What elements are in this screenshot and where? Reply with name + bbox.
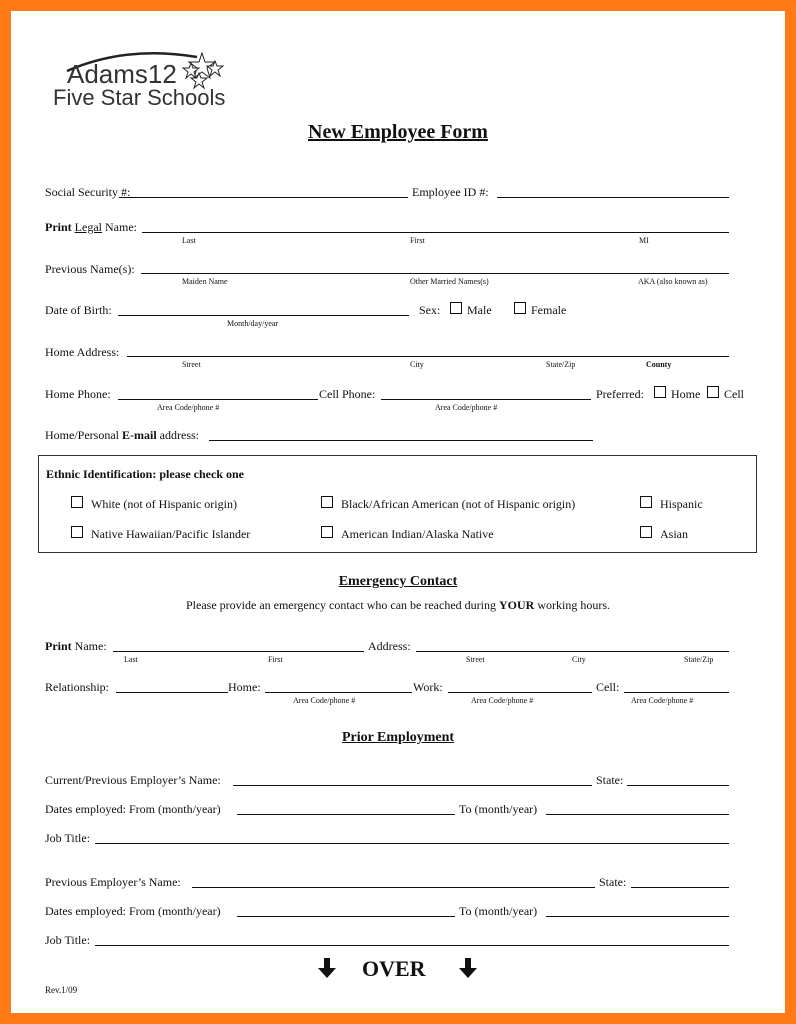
- ssn-label: Social Security #:: [45, 185, 131, 199]
- emergency-name-word: Name:: [74, 639, 107, 653]
- name-word: Name:: [105, 220, 137, 234]
- ethnic-asian-checkbox[interactable]: [640, 526, 652, 538]
- emergency-address-label: Address:: [368, 639, 411, 653]
- home-phone-hint: Area Code/phone #: [157, 403, 220, 412]
- emergency-note-a: Please provide an emergency contact who can be reached during: [186, 598, 499, 612]
- dob-hint: Month/day/year: [227, 319, 279, 328]
- preferred-home-label: Home: [671, 387, 701, 401]
- emergency-name-hint-last: Last: [124, 655, 138, 664]
- sex-male-label: Male: [467, 303, 492, 317]
- ethnic-hispanic-checkbox[interactable]: [640, 496, 652, 508]
- emergency-print-word: Print: [45, 639, 72, 653]
- ethnic-section: [38, 455, 757, 553]
- ethnic-american-indian-checkbox[interactable]: [321, 526, 333, 538]
- previous-job-title-field[interactable]: [95, 945, 729, 946]
- previous-employer-label: Previous Employer’s Name:: [45, 875, 181, 889]
- home-phone-field[interactable]: [118, 399, 318, 400]
- relationship-label: Relationship:: [45, 680, 109, 694]
- previous-state-label: State:: [599, 875, 627, 889]
- current-employer-label: Current/Previous Employer’s Name:: [45, 773, 221, 787]
- ethnic-hispanic-label: Hispanic: [660, 497, 703, 511]
- emergency-note: [11, 598, 785, 612]
- previous-job-title-label: Job Title:: [45, 933, 91, 947]
- emergency-addr-hint-city: City: [572, 655, 586, 664]
- emergency-name-hint-first: First: [268, 655, 283, 664]
- ethnic-american-indian-label: American Indian/Alaska Native: [341, 527, 494, 541]
- ethnic-title: Ethnic Identification: please check one: [46, 467, 244, 481]
- legal-name-field[interactable]: [142, 232, 729, 233]
- preferred-home-checkbox[interactable]: [654, 386, 666, 398]
- logo-brand: Adams12: [67, 59, 177, 89]
- email-bold: E-mail: [122, 428, 157, 442]
- form-page: [11, 11, 785, 1013]
- page-title: New Employee Form: [308, 121, 488, 143]
- sex-female-label: Female: [531, 303, 567, 317]
- ethnic-black-checkbox[interactable]: [321, 496, 333, 508]
- previous-employer-field[interactable]: [192, 887, 595, 888]
- email-field[interactable]: [209, 440, 593, 441]
- ethnic-hawaiian-label: Native Hawaiian/Pacific Islander: [91, 527, 251, 541]
- dob-field[interactable]: [118, 315, 409, 316]
- emergency-name-label: [45, 639, 107, 653]
- email-suffix: address:: [156, 428, 199, 442]
- arrow-down-left-icon: [316, 956, 338, 980]
- current-to-label: To (month/year): [459, 802, 538, 816]
- current-employer-field[interactable]: [233, 785, 592, 786]
- emergency-note-b: working hours.: [534, 598, 610, 612]
- emergency-note-bold: YOUR: [498, 598, 535, 612]
- cell-phone-label: Cell Phone:: [319, 387, 376, 401]
- emergency-home-label: Home:: [228, 680, 261, 694]
- home-address-hint-state: State/Zip: [546, 360, 576, 369]
- emergency-home-hint: Area Code/phone #: [293, 696, 356, 705]
- home-address-field[interactable]: [127, 356, 729, 357]
- email-prefix: Home/Personal: [45, 428, 122, 442]
- relationship-field[interactable]: [116, 692, 228, 693]
- logo-subtitle: Five Star Schools: [53, 85, 226, 110]
- email-label: [45, 428, 199, 442]
- employee-id-field[interactable]: [497, 197, 729, 198]
- emergency-cell-label: Cell:: [596, 680, 620, 694]
- home-phone-label: Home Phone:: [45, 387, 111, 401]
- ethnic-white-checkbox[interactable]: [71, 496, 83, 508]
- ethnic-black-label: Black/African American (not of Hispanic origin): [341, 497, 576, 511]
- logo: [51, 49, 251, 113]
- emergency-address-field[interactable]: [416, 651, 729, 652]
- current-to-field[interactable]: [546, 814, 729, 815]
- preferred-label: Preferred:: [596, 387, 644, 401]
- previous-names-hint-married: Other Married Names(s): [410, 277, 489, 286]
- current-from-field[interactable]: [237, 814, 455, 815]
- current-job-title-field[interactable]: [95, 843, 729, 844]
- previous-names-label: Previous Name(s):: [45, 262, 135, 276]
- emergency-cell-hint: Area Code/phone #: [631, 696, 694, 705]
- previous-to-field[interactable]: [546, 916, 729, 917]
- home-address-hint-city: City: [410, 360, 424, 369]
- revision-label: Rev.1/09: [45, 985, 78, 995]
- prior-heading: Prior Employment: [341, 730, 455, 745]
- emergency-home-field[interactable]: [265, 692, 412, 693]
- ethnic-asian-label: Asian: [660, 527, 688, 541]
- current-state-label: State:: [596, 773, 624, 787]
- emergency-work-field[interactable]: [448, 692, 592, 693]
- previous-names-hint-aka: AKA (also known as): [638, 277, 708, 286]
- emergency-addr-hint-street: Street: [466, 655, 485, 664]
- home-address-hint-county: County: [646, 360, 672, 369]
- cell-phone-field[interactable]: [381, 399, 591, 400]
- current-state-field[interactable]: [627, 785, 729, 786]
- previous-names-field[interactable]: [141, 273, 729, 274]
- emergency-name-field[interactable]: [113, 651, 364, 652]
- cell-phone-hint: Area Code/phone #: [435, 403, 498, 412]
- previous-state-field[interactable]: [631, 887, 729, 888]
- arrow-down-right-icon: [457, 956, 479, 980]
- previous-to-label: To (month/year): [459, 904, 538, 918]
- sex-female-checkbox[interactable]: [514, 302, 526, 314]
- previous-from-field[interactable]: [237, 916, 455, 917]
- previous-names-hint-maiden: Maiden Name: [182, 277, 228, 286]
- emergency-heading: Emergency Contact: [338, 574, 458, 589]
- emergency-work-hint: Area Code/phone #: [471, 696, 534, 705]
- legal-name-hint-mi: MI: [639, 236, 649, 245]
- legal-word: Legal: [74, 220, 102, 234]
- previous-dates-label: Dates employed: From (month/year): [45, 904, 221, 918]
- employee-id-label: Employee ID #:: [412, 185, 489, 199]
- preferred-cell-checkbox[interactable]: [707, 386, 719, 398]
- ethnic-white-label: White (not of Hispanic origin): [91, 497, 237, 511]
- print-word: Print: [45, 220, 72, 234]
- ethnic-hawaiian-checkbox[interactable]: [71, 526, 83, 538]
- dob-label: Date of Birth:: [45, 303, 112, 317]
- legal-name-hint-last: Last: [182, 236, 196, 245]
- ssn-field[interactable]: [119, 197, 408, 198]
- current-dates-label: Dates employed: From (month/year): [45, 802, 221, 816]
- emergency-work-label: Work:: [413, 680, 443, 694]
- current-job-title-label: Job Title:: [45, 831, 91, 845]
- sex-male-checkbox[interactable]: [450, 302, 462, 314]
- home-address-label: Home Address:: [45, 345, 120, 359]
- legal-name-hint-first: First: [410, 236, 425, 245]
- emergency-cell-field[interactable]: [624, 692, 729, 693]
- over-label: OVER: [362, 956, 426, 981]
- emergency-addr-hint-state: State/Zip: [684, 655, 714, 664]
- home-address-hint-street: Street: [182, 360, 201, 369]
- legal-name-label: [45, 220, 137, 234]
- preferred-cell-label: Cell: [724, 387, 744, 401]
- sex-label: Sex:: [419, 303, 441, 317]
